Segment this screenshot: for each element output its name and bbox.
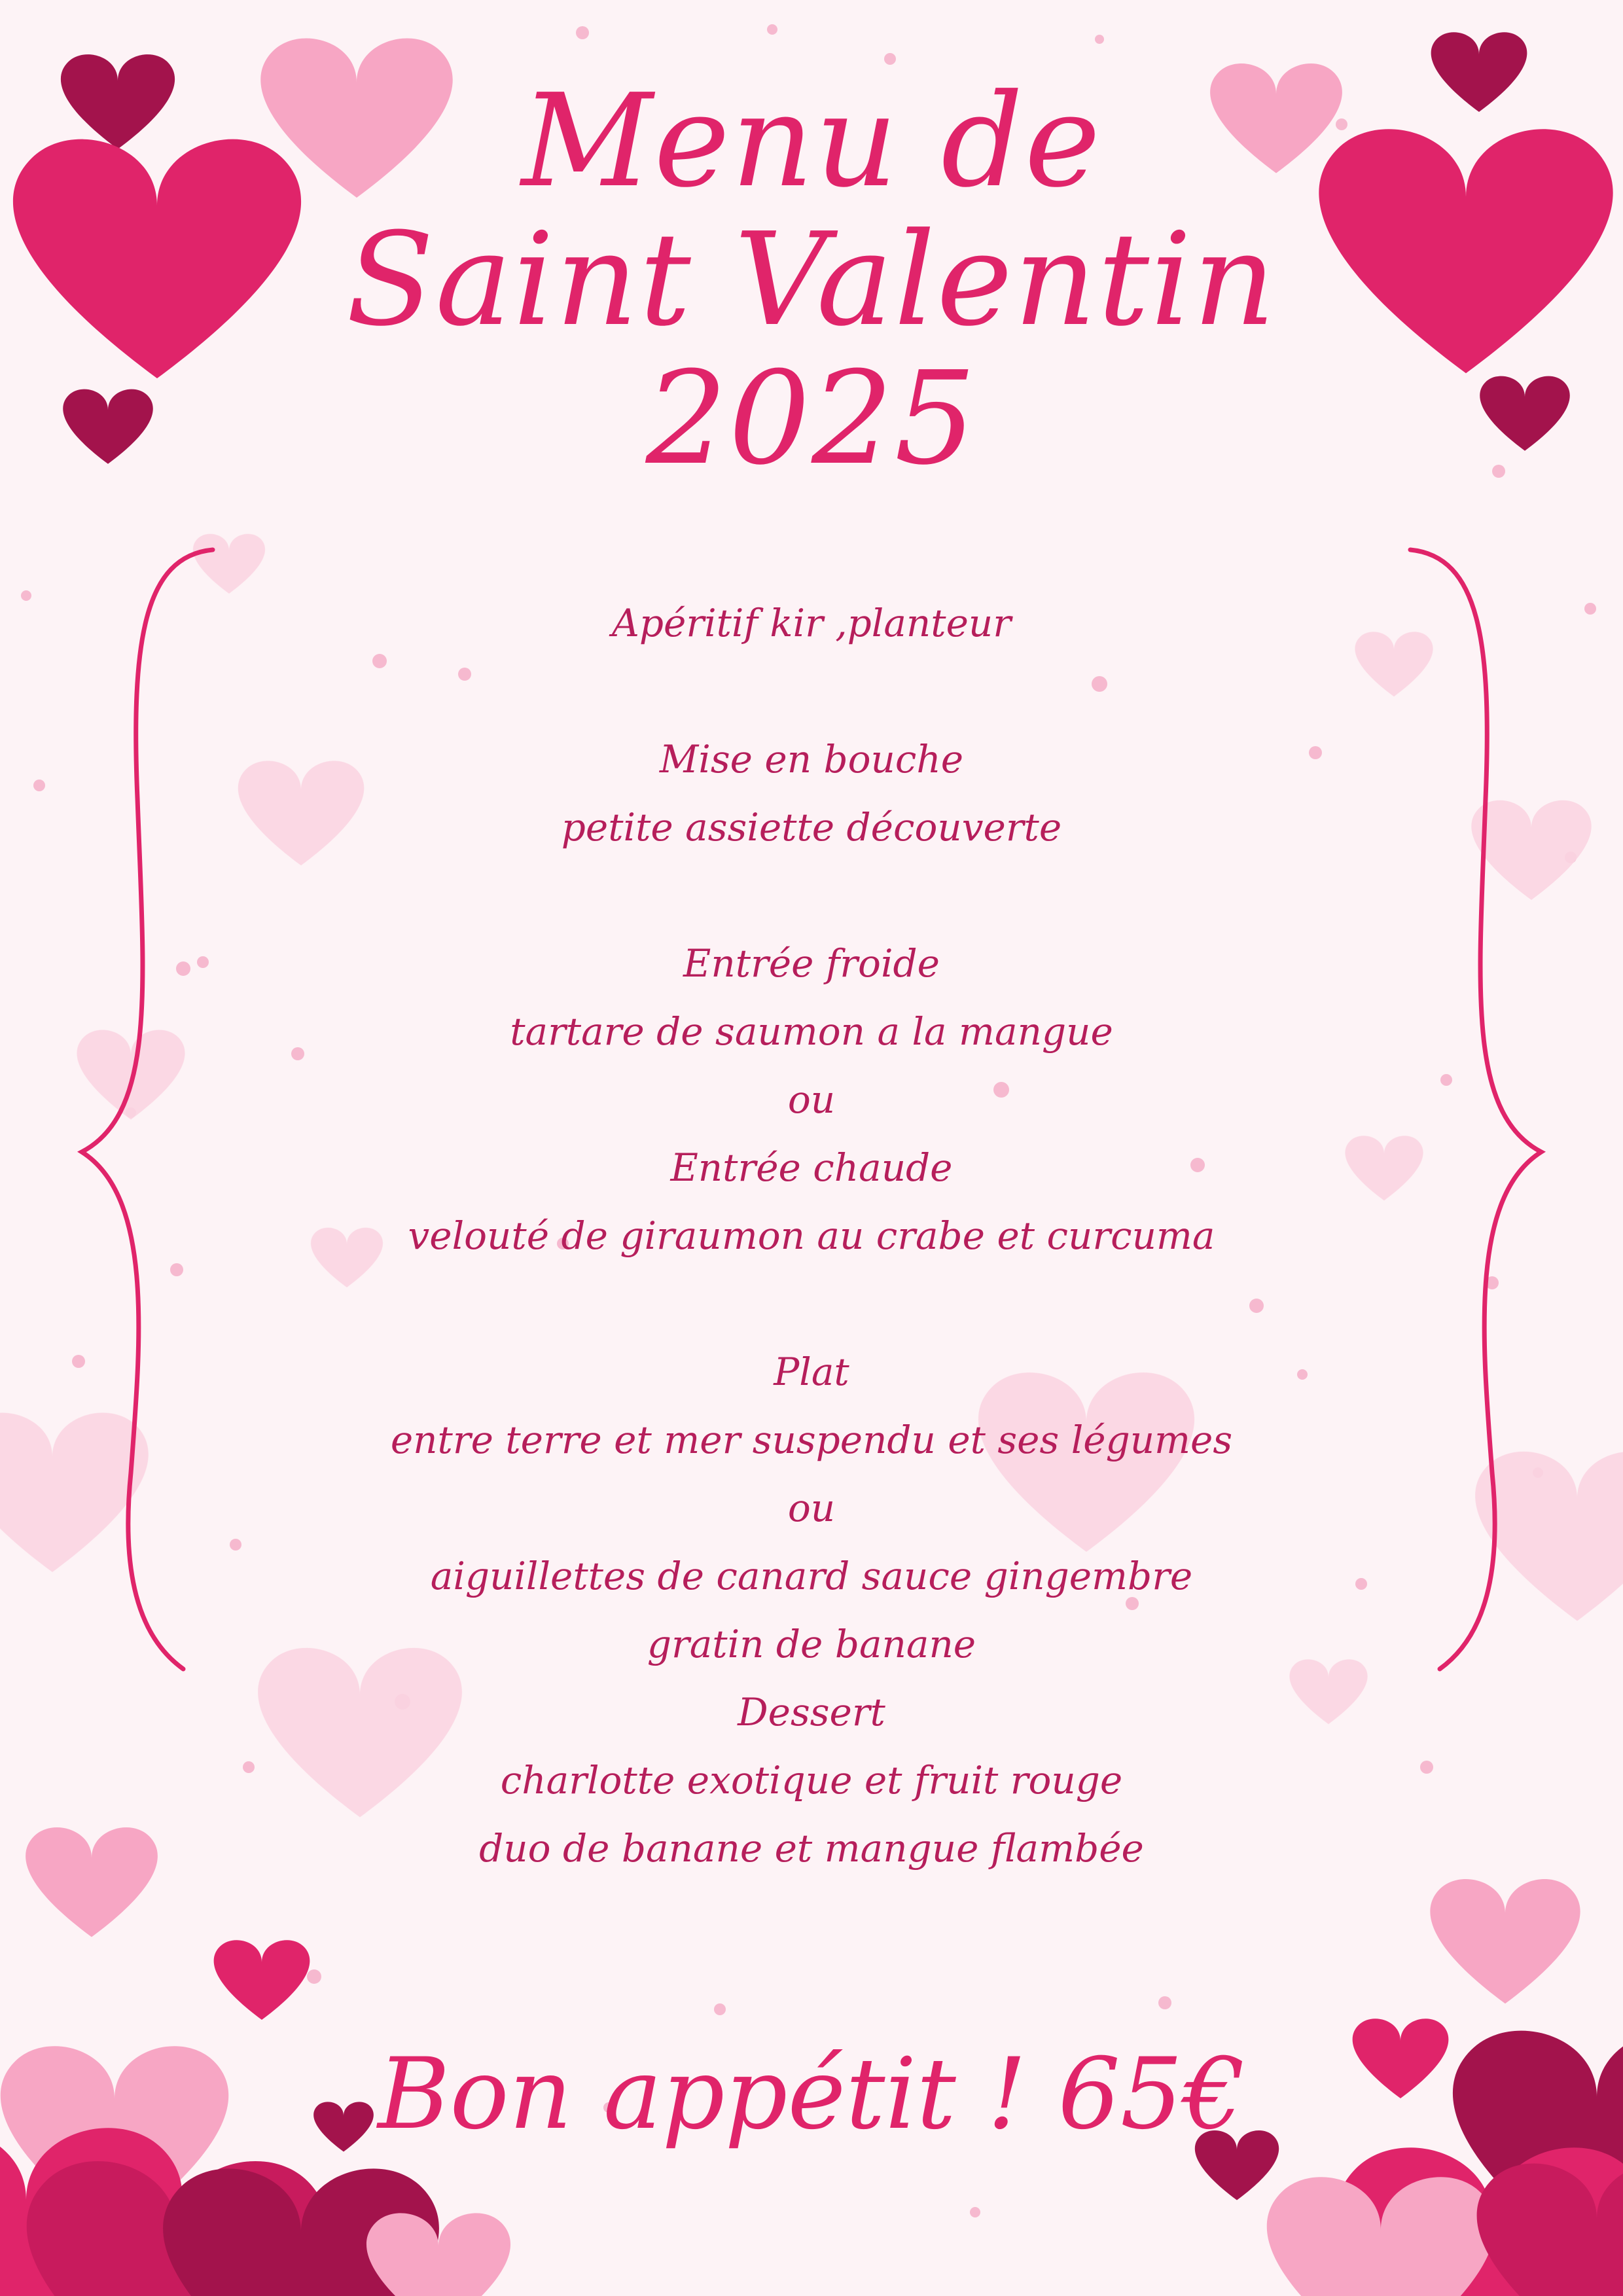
heart-icon <box>61 54 175 149</box>
menu-item: petite assiette découverte <box>561 805 1062 850</box>
menu-heading: Entrée froide <box>683 941 940 986</box>
menu-list <box>262 589 1361 1882</box>
menu-item: charlotte exotique et fruit rouge <box>500 1758 1123 1803</box>
heart-icon <box>0 1412 149 1572</box>
page-title <box>223 67 1400 493</box>
menu-item: aiguillettes de canard sauce gingembre <box>430 1554 1193 1598</box>
heart-icon <box>1430 1879 1580 2003</box>
heart-icon <box>1475 1452 1623 1621</box>
title-line: Saint Valentin <box>346 206 1277 355</box>
menu-item: tartare de saumon a la mangue <box>510 1009 1113 1054</box>
title-line: Menu de <box>521 67 1102 216</box>
menu-item: gratin de banane <box>647 1622 976 1666</box>
menu-heading: Entrée chaude <box>670 1145 953 1190</box>
heart-icon <box>77 1030 185 1120</box>
menu-separator: ou <box>787 1077 836 1122</box>
menu-aperitif: Apéritif kir ,planteur <box>612 601 1011 645</box>
heart-icon <box>1355 632 1433 696</box>
menu-separator: ou <box>787 1486 836 1530</box>
menu-item: entre terre et mer suspendu et ses légumes <box>390 1418 1233 1462</box>
title-year: 2025 <box>645 344 978 493</box>
menu-item: velouté de giraumon au crabe et curcuma <box>408 1213 1215 1258</box>
heart-icon <box>193 534 265 594</box>
heart-icon <box>1480 376 1570 451</box>
heart-icon <box>26 1827 158 1937</box>
closing-price: Bon appétit ! 65€ <box>378 2037 1245 2151</box>
menu-heading: Plat <box>774 1350 849 1394</box>
heart-icon <box>63 389 153 464</box>
menu-heading: Mise en bouche <box>659 737 964 781</box>
heart-icon <box>214 1940 310 2020</box>
menu-item: duo de banane et mangue flambée <box>479 1826 1144 1871</box>
menu-heading: Dessert <box>738 1690 885 1734</box>
heart-icon <box>1353 2018 1449 2098</box>
heart-icon <box>1471 800 1591 900</box>
heart-icon <box>1431 32 1527 112</box>
